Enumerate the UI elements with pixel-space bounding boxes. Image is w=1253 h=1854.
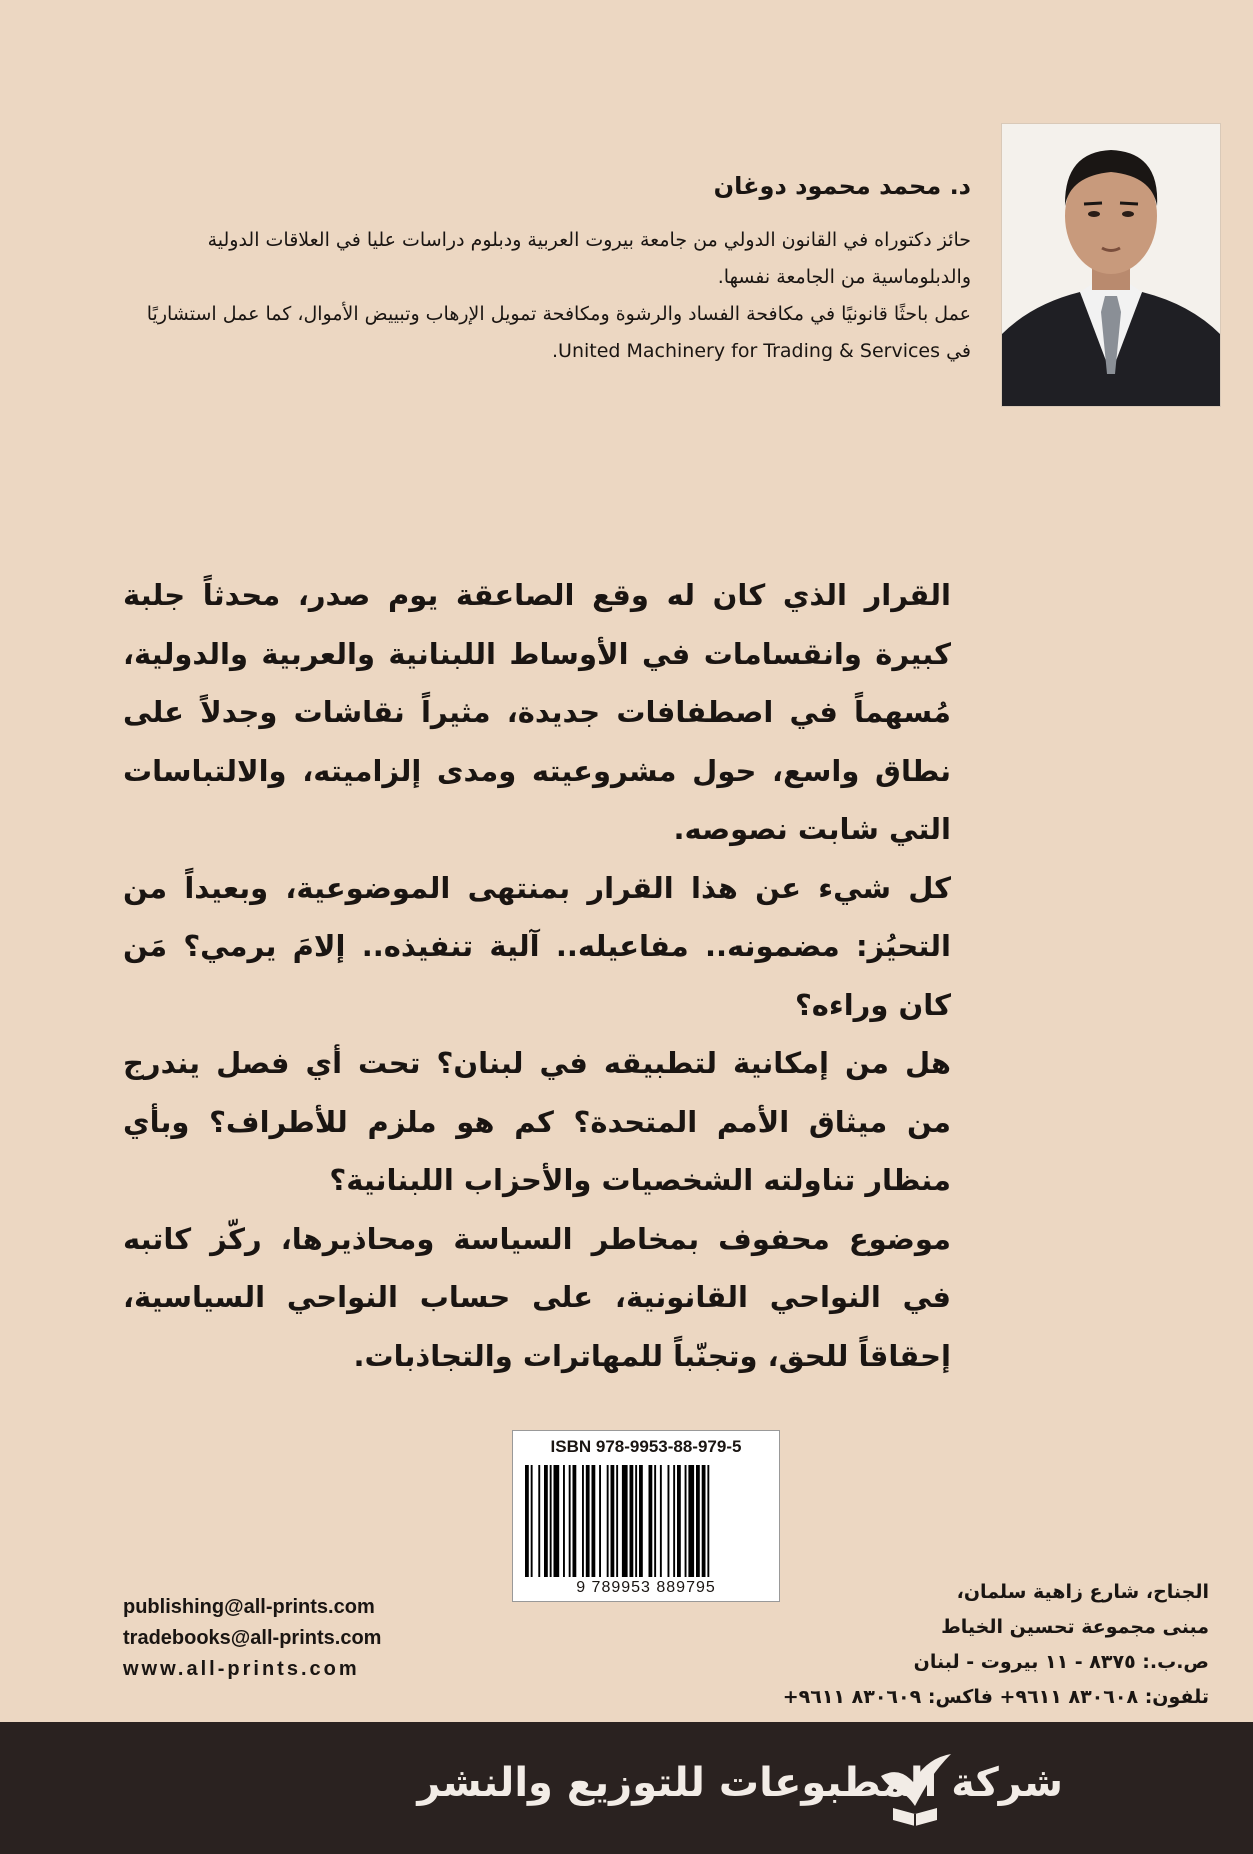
blurb-paragraph: موضوع محفوف بمخاطر السياسة ومحاذيرها، ركّز كاتبه في النواحي القانونية، على حساب النواحي السياسية، إحقاقاً للحق، وتجنّباً للمهاترات والتجاذبات. — [123, 1221, 951, 1373]
barcode-bar — [660, 1465, 662, 1577]
author-bio-paragraph: حائز دكتوراه في القانون الدولي من جامعة بيروت العربية ودبلوم دراسات عليا في العلاقات الدولية والدبلوماسية من الجامعة نفسها. — [207, 229, 971, 288]
email-tradebooks[interactable]: tradebooks@all-prints.com — [123, 1627, 382, 1649]
blurb-paragraph: هل من إمكانية لتطبيقه في لبنان؟ تحت أي فصل يندرج من ميثاق الأمم المتحدة؟ كم هو ملزم للأطراف؟ وبأي منظار تناولته الشخصيات والأحزاب اللبنانية؟ — [123, 1046, 951, 1197]
barcode-bar — [707, 1465, 709, 1577]
publisher-name: شركة المطبوعات للتوزيع والنشر — [417, 1760, 1063, 1806]
barcode-bar — [685, 1465, 687, 1577]
barcode-bar — [592, 1465, 596, 1577]
publisher-address — [779, 1575, 1209, 1715]
barcode-bar — [550, 1465, 552, 1577]
address-line: الجناح، شارع زاهية سلمان، — [956, 1581, 1209, 1603]
barcode-bar — [630, 1465, 634, 1577]
barcode-bar — [677, 1465, 681, 1577]
author-bio — [136, 222, 971, 370]
barcode-bar — [599, 1465, 601, 1577]
author-name: د. محمد محمود دوغان — [713, 172, 971, 200]
barcode-bar — [569, 1465, 571, 1577]
barcode-bar — [607, 1465, 609, 1577]
barcode-bar — [616, 1465, 618, 1577]
author-photo — [1001, 123, 1221, 407]
barcode-bar — [673, 1465, 675, 1577]
isbn-barcode-box — [512, 1430, 780, 1602]
barcode-bar — [654, 1465, 656, 1577]
barcode-bar — [554, 1465, 560, 1577]
barcode-bar — [531, 1465, 533, 1577]
barcode-bar — [639, 1465, 643, 1577]
email-publishing[interactable]: publishing@all-prints.com — [123, 1596, 375, 1618]
publisher-contacts — [123, 1592, 381, 1685]
barcode-bar — [538, 1465, 540, 1577]
publisher-footer — [0, 1722, 1253, 1854]
barcode-bar — [696, 1465, 700, 1577]
address-line: تلفون: ٨٣٠٦٠٨ ٩٦١١+ فاكس: ٨٣٠٦٠٩ ٩٦١١+ — [782, 1686, 1209, 1708]
barcode-bar — [635, 1465, 637, 1577]
blurb-paragraph: القرار الذي كان له وقع الصاعقة يوم صدر، محدثاً جلبة كبيرة وانقسامات في الأوساط اللبنانية والعربية والدولية، مُسهماً في اصطفافات جديدة، مثيراً نقاشات وجدلاً على نطاق واسع، حول مشروعيته ومدى إلزاميته، والالتباسات التي شابت نصوصه. — [123, 578, 951, 846]
isbn-label: ISBN 978-9953-88-979-5 — [550, 1437, 742, 1456]
isbn-digits: 9 789953 889795 — [576, 1579, 716, 1596]
author-bio-paragraph: عمل باحثًا قانونيًا في مكافحة الفساد والرشوة ومكافحة تمويل الإرهاب وتبييض الأموال، كما عمل استشاريًا في United Machinery for Trading & Services. — [146, 303, 971, 362]
barcode-bar — [702, 1465, 706, 1577]
barcode-bar — [611, 1465, 615, 1577]
book-blurb — [123, 566, 951, 1385]
barcode-bar — [688, 1465, 694, 1577]
blurb-paragraph: كل شيء عن هذا القرار بمنتهى الموضوعية، وبعيداً من التحيُز: مضمونه.. مفاعيله.. آلية تنفيذه.. إلامَ يرمي؟ مَن كان وراءه؟ — [123, 870, 951, 1022]
barcode-bar — [622, 1465, 628, 1577]
address-line: مبنى مجموعة تحسين الخياط — [941, 1616, 1209, 1638]
barcode-bar — [586, 1465, 590, 1577]
website-link[interactable]: www.all-prints.com — [123, 1658, 360, 1680]
author-portrait-icon — [1002, 124, 1220, 406]
barcode-icon — [525, 1465, 767, 1577]
barcode-bar — [668, 1465, 670, 1577]
barcode-bar — [582, 1465, 584, 1577]
barcode-bar — [525, 1465, 529, 1577]
barcode-bar — [563, 1465, 565, 1577]
barcode-bar — [649, 1465, 653, 1577]
barcode-bar — [573, 1465, 577, 1577]
address-line: ص.ب.: ٨٣٧٥ - ١١ بيروت - لبنان — [913, 1651, 1209, 1673]
barcode-bar — [544, 1465, 548, 1577]
